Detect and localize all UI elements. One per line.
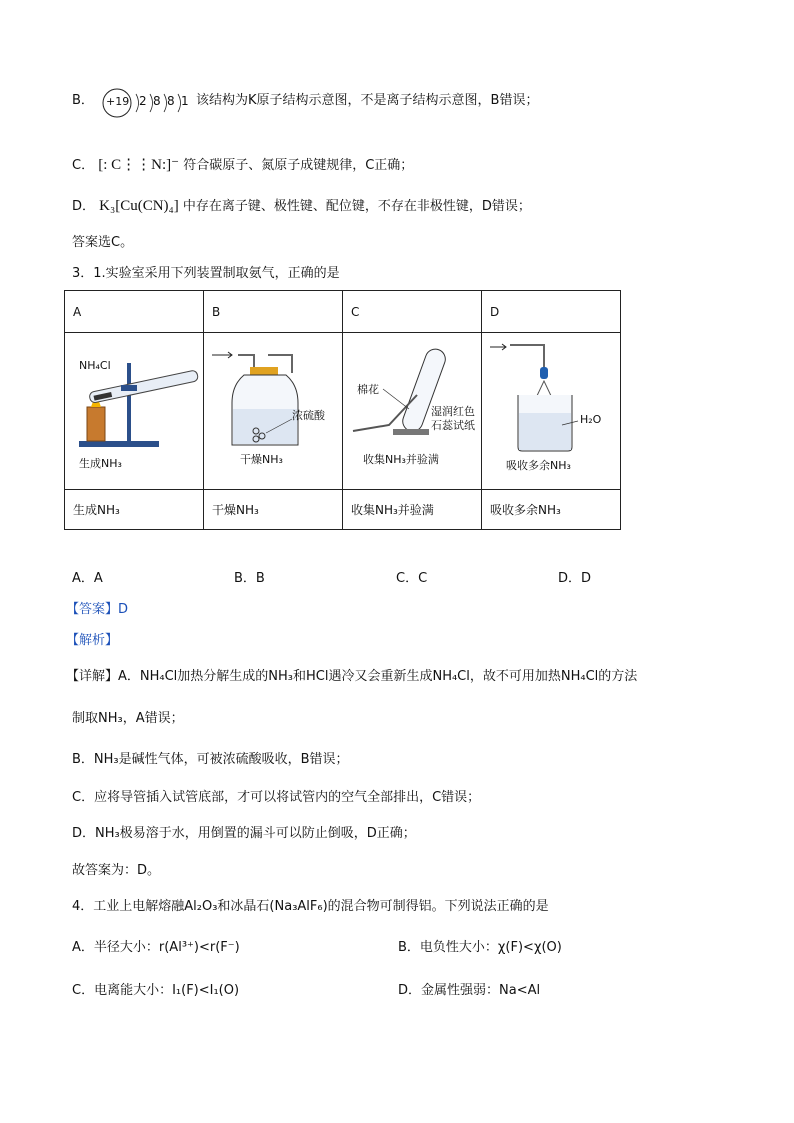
- caption-a: 生成NH₃: [65, 490, 204, 530]
- shell-1: 2: [139, 94, 147, 108]
- q3-stem: 3．1.实验室采用下列装置制取氨气，正确的是: [72, 266, 340, 281]
- detail-d: D．NH₃极易溶于水，用倒置的漏斗可以防止倒吸，D正确；: [72, 826, 416, 841]
- option-b-label: B．: [72, 93, 94, 108]
- option-b-text: 该结构为K原子结构示意图，不是离子结构示意图，B错误；: [196, 93, 539, 108]
- litmus-label-1: 湿润红色: [431, 405, 475, 418]
- detail-a-line-1: 【详解】A．NH₄Cl加热分解生成的NH₃和HCl遇冷又会重新生成NH₄Cl，故不可用加热NH₄Cl的方法: [66, 669, 638, 684]
- shell-3: 8: [167, 94, 175, 108]
- q3-option-b: B．B: [234, 571, 265, 586]
- q3-option-c: C．C: [396, 571, 428, 586]
- figure-c-caption: 收集NH₃并验满: [363, 453, 439, 466]
- shell-4: 1: [181, 94, 189, 108]
- option-d-text: 中存在离子键、极性键、配位键，不存在非极性键，D错误；: [182, 199, 531, 214]
- cotton-label: 棉花: [357, 383, 379, 396]
- header-b: B: [204, 291, 343, 333]
- option-c-text: 符合碳原子、氮原子成键规律，C正确；: [183, 158, 414, 173]
- answer-line: 答案选C。: [72, 235, 134, 250]
- q3-option-d: D．D: [558, 571, 592, 586]
- q4-option-b: B．电负性大小：χ(F)<χ(O): [398, 940, 562, 955]
- shell-2: 8: [153, 94, 161, 108]
- figure-b-caption: 干燥NH₃: [240, 453, 283, 466]
- conclusion: 故答案为：D。: [72, 863, 161, 878]
- header-c: C: [343, 291, 482, 333]
- q3-apparatus-table: [64, 290, 621, 530]
- detail-a-line-2: 制取NH₃，A错误；: [72, 711, 184, 726]
- q4-stem: 4．工业上电解熔融Al₂O₃和冰晶石(Na₃AlF₆)的混合物可制得铝。下列说法正确的是: [72, 899, 549, 914]
- q3-option-a: A．A: [72, 571, 103, 586]
- apparatus-d-figure: [482, 333, 620, 489]
- water-label: H₂O: [580, 413, 602, 426]
- nucleus-charge: +19: [106, 95, 130, 108]
- option-c-label: C．: [72, 158, 95, 173]
- figure-d-caption: 吸收多余NH₃: [506, 459, 571, 472]
- apparatus-c-figure: [343, 333, 481, 489]
- q4-option-d: D．金属性强弱：Na<Al: [398, 983, 541, 998]
- option-d-label: D．: [72, 199, 96, 214]
- acid-label: 浓硫酸: [292, 409, 325, 422]
- reagent-label: NH₄Cl: [79, 359, 111, 372]
- apparatus-b-figure: [204, 333, 342, 489]
- apparatus-a-figure: [65, 333, 203, 489]
- caption-b: 干燥NH₃: [204, 490, 343, 530]
- header-a: A: [65, 291, 204, 333]
- cyanide-formula: [: C⋮⋮N:]⁻: [98, 157, 180, 173]
- option-c-line: [72, 156, 413, 175]
- option-b-line: [72, 92, 94, 110]
- detail-c: C．应将导管插入试管底部，才可以将试管内的空气全部排出，C错误；: [72, 790, 481, 805]
- option-d-line: [72, 197, 531, 216]
- complex-formula: K₃[Cu(CN)₄]: [99, 198, 179, 214]
- atomic-structure-diagram: [100, 86, 192, 120]
- header-d: D: [482, 291, 621, 333]
- analysis-tag: 【解析】: [66, 633, 119, 648]
- caption-d: 吸收多余NH₃: [482, 490, 621, 530]
- detail-b: B．NH₃是碱性气体，可被浓硫酸吸收，B错误；: [72, 752, 349, 767]
- figure-a-caption: 生成NH₃: [79, 457, 122, 470]
- answer-tag: 【答案】D: [66, 602, 129, 617]
- q4-option-a: A．半径大小：r(Al³⁺)<r(F⁻): [72, 940, 240, 955]
- caption-c: 收集NH₃并验满: [343, 490, 482, 530]
- litmus-label-2: 石蕊试纸: [431, 419, 475, 432]
- q4-option-c: C．电离能大小：I₁(F)<I₁(O): [72, 983, 240, 998]
